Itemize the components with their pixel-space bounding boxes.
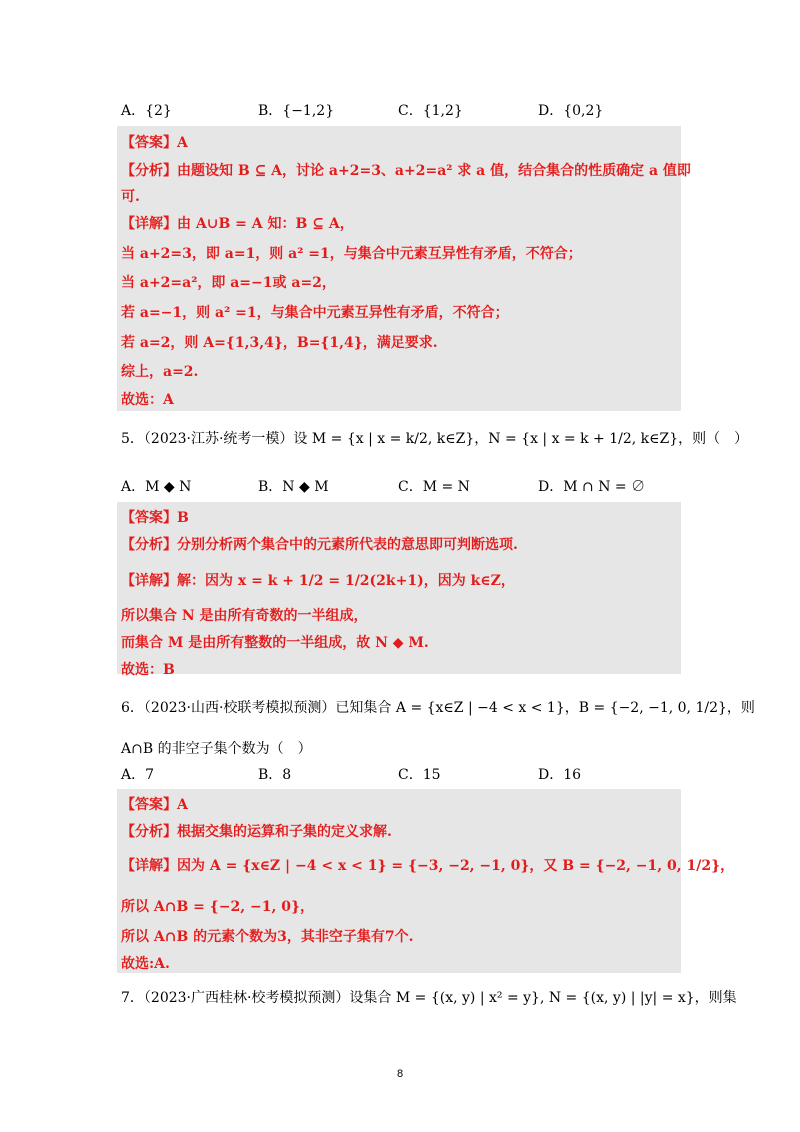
q6-analysis: 【分析】根据交集的运算和子集的定义求解. bbox=[121, 824, 392, 840]
q6-answer: 【答案】A bbox=[121, 797, 188, 813]
q4-choice: 故选：A bbox=[121, 392, 174, 408]
q6-detail-line-2: 所以 A∩B = {−2, −1, 0}， bbox=[121, 899, 314, 915]
q6-option-a: A．7 bbox=[121, 767, 155, 783]
q5-option-b: B．N ◆ M bbox=[258, 479, 329, 495]
q4-detail-line-5: 若 a=2，则 A={1,3,4}，B={1,4}，满足要求. bbox=[121, 335, 438, 351]
q6-detail-line-1: 【详解】因为 A = {x∈Z | −4 < x < 1} = {−3, −2, −1, 0}，又 B = {−2, −1, 0, 1/2}， bbox=[121, 858, 735, 874]
q6-option-d: D．16 bbox=[538, 767, 582, 783]
q5-detail-line-3: 而集合 M 是由所有整数的一半组成，故 N ◆ M. bbox=[121, 635, 429, 651]
q4-detail-line-3: 当 a+2=a²，即 a=−1或 a=2， bbox=[121, 275, 336, 291]
q4-option-d: D．{0,2} bbox=[538, 103, 604, 119]
q5-option-d: D．M ∩ N = ∅ bbox=[538, 479, 646, 495]
q4-option-a: A．{2} bbox=[121, 103, 172, 119]
page-number: 8 bbox=[396, 1068, 404, 1080]
q4-analysis-line-1: 【分析】由题设知 B ⊆ A，讨论 a+2=3、a+2=a² 求 a 值，结合集合的性质确定 a 值即 bbox=[121, 163, 691, 179]
q4-detail-line-1: 【详解】由 A∪B = A 知：B ⊆ A， bbox=[121, 216, 354, 232]
q7-stem: 7．（2023·广西桂林·校考模拟预测）设集合 M = {(x, y) | x² = y}, N = {(x, y) | |y| = x}，则集 bbox=[121, 990, 737, 1006]
q5-stem: 5．（2023·江苏·统考一模）设 M = {x | x = k/2, k∈Z}，N = {x | x = k + 1/2, k∈Z}，则（ ） bbox=[121, 431, 749, 447]
q5-answer: 【答案】B bbox=[121, 510, 189, 526]
q4-detail-line-4: 若 a=−1，则 a² =1，与集合中元素互异性有矛盾，不符合； bbox=[121, 305, 509, 321]
q6-option-b: B．8 bbox=[258, 767, 292, 783]
q4-detail-line-2: 当 a+2=3，即 a=1，则 a² =1，与集合中元素互异性有矛盾，不符合； bbox=[121, 246, 582, 262]
q5-detail-line-2: 所以集合 N 是由所有奇数的一半组成， bbox=[121, 608, 368, 624]
q5-option-a: A．M ◆ N bbox=[121, 479, 192, 495]
q5-choice: 故选：B bbox=[121, 662, 175, 678]
q6-detail-line-3: 所以 A∩B 的元素个数为3，其非空子集有7个. bbox=[121, 929, 414, 945]
q5-analysis: 【分析】分别分析两个集合中的元素所代表的意思即可判断选项. bbox=[121, 537, 518, 553]
q4-detail-line-6: 综上，a=2. bbox=[121, 364, 199, 380]
q6-stem-line-2: A∩B 的非空子集个数为（ ） bbox=[121, 741, 312, 757]
q4-analysis-line-2: 可. bbox=[121, 189, 140, 205]
q6-stem-line-1: 6．（2023·山西·校联考模拟预测）已知集合 A = {x∈Z | −4 < x < 1}，B = {−2, −1, 0, 1/2}，则 bbox=[121, 700, 755, 716]
q6-option-c: C．15 bbox=[398, 767, 441, 783]
q5-detail-line-1: 【详解】解：因为 x = k + 1/2 = 1/2(2k+1)，因为 k∈Z， bbox=[121, 573, 515, 589]
q5-option-c: C．M = N bbox=[398, 479, 470, 495]
q4-option-c: C．{1,2} bbox=[398, 103, 463, 119]
q4-option-b: B．{−1,2} bbox=[258, 103, 335, 119]
q6-choice: 故选:A. bbox=[121, 956, 170, 972]
q4-answer: 【答案】A bbox=[121, 135, 188, 151]
